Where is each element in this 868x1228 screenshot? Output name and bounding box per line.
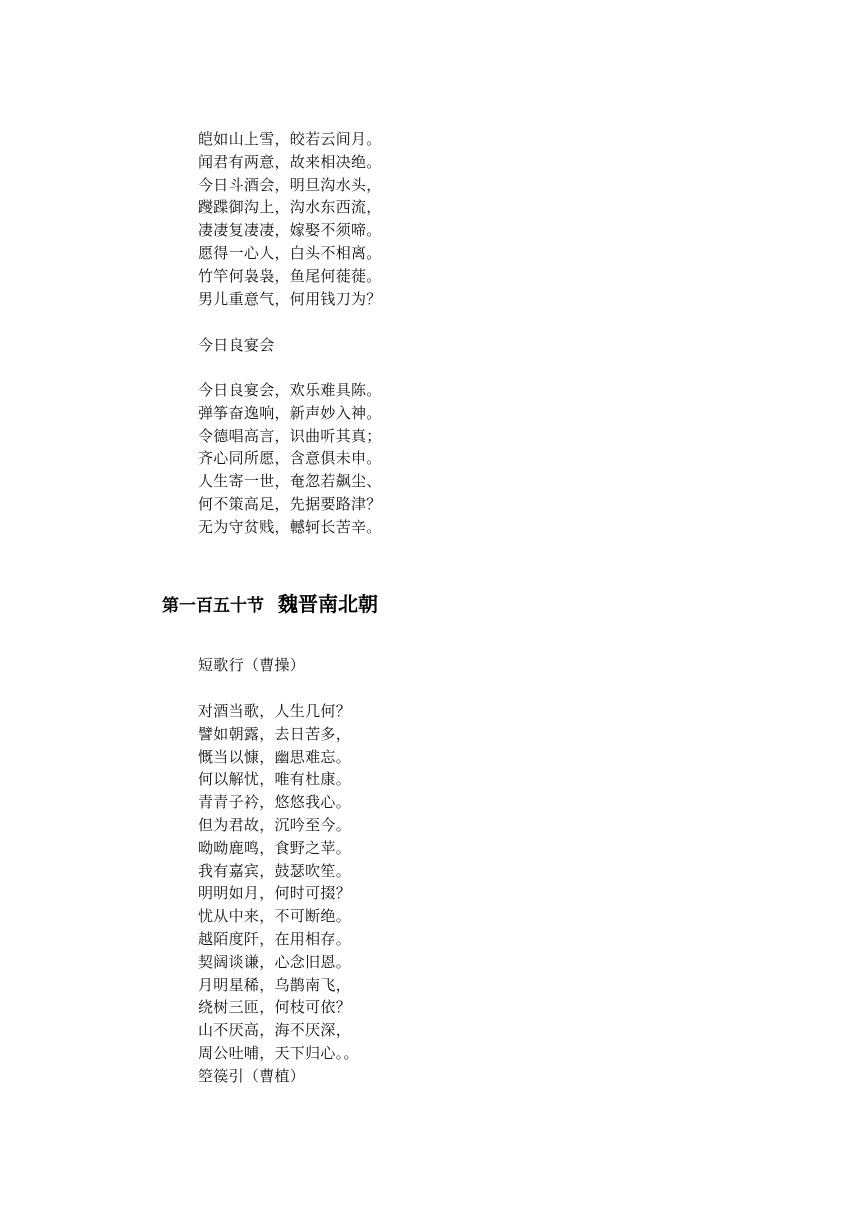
poem-line: 青青子衿，悠悠我心。 xyxy=(198,793,352,812)
poem-line: 人生寄一世，奄忽若飙尘、 xyxy=(198,472,382,491)
poem-line: 何以解忧，唯有杜康。 xyxy=(198,770,352,789)
poem-line: 月明星稀，乌鹊南飞， xyxy=(198,975,352,994)
poem-line: 忧从中来，不可断绝。 xyxy=(198,907,352,926)
poem-line: 今日良宴会，欢乐难具陈。 xyxy=(198,381,382,399)
poem-line: 绕树三匝，何枝可依？ xyxy=(198,998,352,1017)
poem-title-liangyan xyxy=(198,334,275,357)
poem-body-liangyan xyxy=(198,379,382,539)
poem-line: 皑如山上雪，皎若云间月。 xyxy=(198,130,382,148)
poem-line: 令德唱高言，识曲听其真； xyxy=(198,426,382,445)
poem-line: 愿得一心人，白头不相离。 xyxy=(198,243,382,262)
poem-line: 竹竿何袅袅，鱼尾何蓰蓰。 xyxy=(198,266,382,285)
poem-line: 越陌度阡，在用相存。 xyxy=(198,929,352,948)
section-heading xyxy=(162,588,378,617)
section-number: 第一百五十节 xyxy=(162,596,264,616)
poem-line: 凄凄复凄凄，嫁娶不须啼。 xyxy=(198,221,382,240)
poem-line: 男儿重意气，何用钱刀为？ xyxy=(198,289,382,308)
poem-line: 我有嘉宾，鼓瑟吹笙。 xyxy=(198,861,352,880)
poem-line: 呦呦鹿鸣，食野之苹。 xyxy=(198,838,352,857)
poem-body-duangexing xyxy=(198,700,359,1088)
poem-line: 弹筝奋逸响，新声妙入神。 xyxy=(198,403,382,422)
poem-line: 何不策高足，先据要路津？ xyxy=(198,494,382,513)
poem-excerpt xyxy=(198,128,382,310)
poem-line: 但为君故，沉吟至今。 xyxy=(198,815,352,834)
next-poem-title: 箜篌引（曹植） xyxy=(198,1066,306,1085)
poem-line: 躞蹀御沟上，沟水东西流， xyxy=(198,198,382,217)
poem-line: 无为守贫贱，轗轲长苦辛。 xyxy=(198,517,382,536)
section-title: 魏晋南北朝 xyxy=(278,592,378,616)
poem-line: 对酒当歌，人生几何？ xyxy=(198,702,352,720)
poem-line: 周公吐哺，天下归心。。 xyxy=(198,1043,359,1062)
poem-line: 譬如朝露，去日苦多， xyxy=(198,724,352,743)
poem-title: 今日良宴会 xyxy=(198,336,275,354)
poem-line: 慨当以慷，幽思难忘。 xyxy=(198,747,352,766)
poem-line: 明明如月，何时可掇？ xyxy=(198,884,352,903)
poem-line: 今日斗酒会，明旦沟水头， xyxy=(198,175,382,194)
poem-title: 短歌行（曹操） xyxy=(198,656,306,674)
poem-line: 契阔谈谦，心念旧恩。 xyxy=(198,952,352,971)
poem-title-duangexing xyxy=(198,654,305,677)
poem-line: 闻君有两意，故来相决绝。 xyxy=(198,152,382,171)
poem-line: 山不厌高，海不厌深， xyxy=(198,1021,352,1040)
poem-line: 齐心同所愿，含意俱未申。 xyxy=(198,449,382,468)
